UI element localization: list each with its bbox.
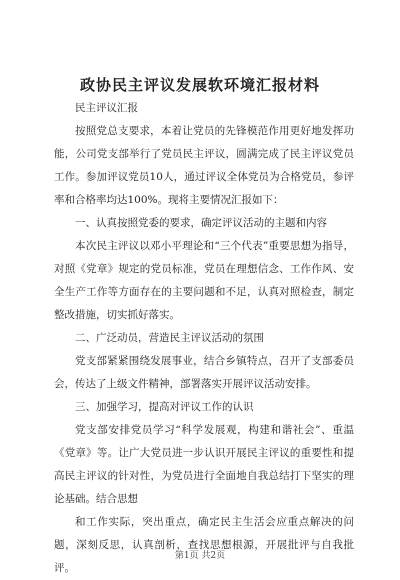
section-heading: 三、加强学习，提高对评议工作的认识 [75, 401, 254, 413]
section-heading: 民主评议汇报 [75, 102, 138, 114]
document-body [54, 97, 354, 580]
page-indicator: 第1页 共2页 [174, 551, 226, 561]
document-title: 政协民主评议发展软环境汇报材料 [79, 76, 320, 94]
body-paragraph: 党支部紧紧围绕发展事业，结合乡镇特点，召开了支部委员会，传达了上级文件精神，部署落实开展评议活动安排。 [54, 355, 354, 390]
body-paragraph: 和工作实际，突出重点，确定民主生活会应重点解决的问题，深刻反思，认真剖析，查找思想根源，开展批评与自我批评。 [54, 516, 354, 574]
section-heading: 一、认真按照党委的要求，确定评议活动的主题和内容 [75, 217, 327, 229]
section-heading: 二、广泛动员，营造民主评议活动的氛围 [75, 332, 264, 344]
body-paragraph: 按照党总支要求，本着让党员的先锋模范作用更好地发挥功能，公司党支部举行了党员民主评议，圆满完成了民主评议党员工作。参加评议党员10人，通过评议全体党员为合格党员，参评率和合格率均达100%。现将主要情况汇报如下： [54, 125, 354, 206]
body-paragraph: 党支部安排党员学习“科学发展观，构建和谐社会”、重温《党章》等。让广大党员进一步认识开展民主评议的重要性和提高民主评议的针对性，为党员进行全面地自我总结打下坚实的理论基础。结合思想 [54, 424, 354, 505]
body-paragraph: 本次民主评议以邓小平理论和“三个代表”重要思想为指导，对照《党章》规定的党员标准，党员在理想信念、工作作风、安全生产工作等方面存在的主要问题和不足，认真对照检查，制定整改措施，切实抓好落实。 [54, 240, 354, 321]
